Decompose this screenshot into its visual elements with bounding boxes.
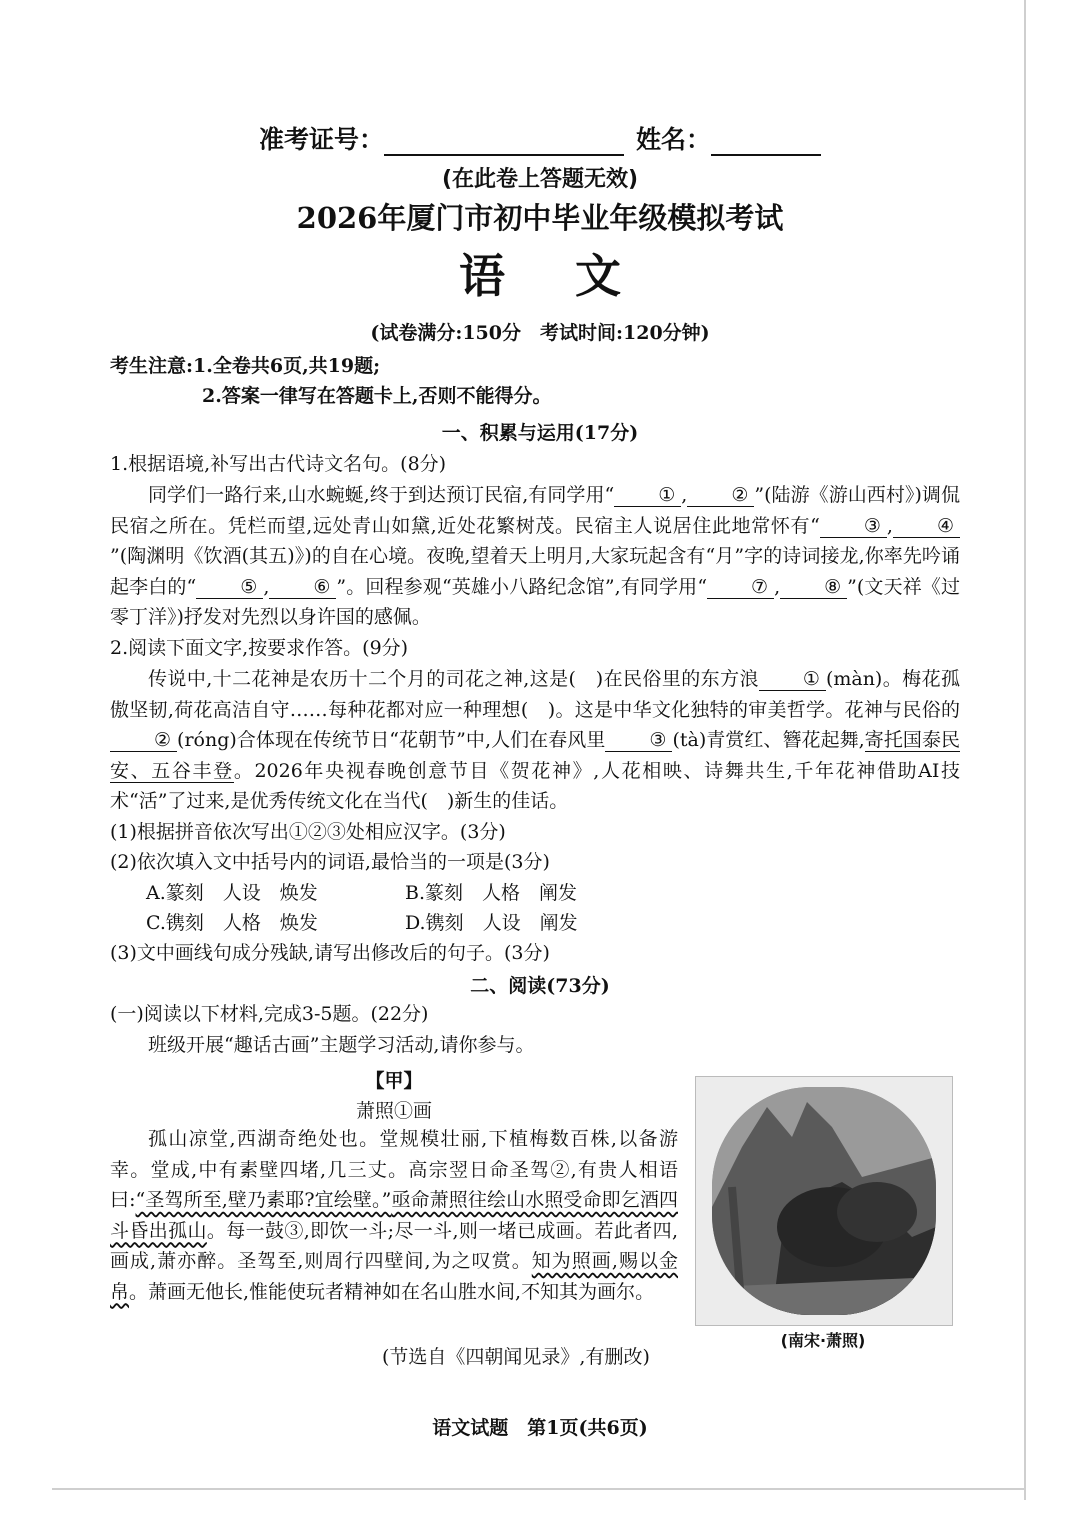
- q1-paragraph: 同学们一路行来,山水蜿蜒,终于到达预订民宿,有同学用“ ① , ② ”(陆游《游山西村》)调侃民宿之所在。凭栏而望,远处青山如黛,近处花繁树茂。民宿主人说居住此地常怀有“ ③ , ④”(陶渊明《饮酒(其五)》)的自在心境。夜晚,望着天上明月,大家玩起含有“月”字的诗词接龙,你率先吟诵起李白的“ ⑤ , ⑥ ”。回程参观“英雄小八路纪念馆”,有同学用“ ⑦ , ⑧ ”(文天祥《过零丁洋》)抒发对先烈以身许国的感佩。: [110, 484, 960, 628]
- exam-id-label: 准考证号：: [258, 125, 384, 154]
- page-border-bottom: [52, 1488, 1026, 1490]
- classical-passage: 孤山凉堂,西湖奇绝处也。堂规模壮丽,下植梅数百株,以备游幸。堂成,中有素壁四堵,几三丈。高宗翌日命圣驾②,有贵人相语曰:“圣驾所至,壁乃素耶?宜绘壁。”亟命萧照往绘山水照受命即乞酒四斗昏出孤山。每一鼓③,即饮一斗;尽一斗,则一堵已成画。若此者四,画成,萧亦醉。圣驾至,则周行四壁间,为之叹赏。知为照画,赐以金帛。萧画无他长,惟能使玩者精神如在名山胜水间,不知其为画尔。: [110, 1128, 678, 1303]
- notice-line-1: 考生注意:1.全卷共6页,共19题;: [110, 355, 381, 377]
- q2-blank-1[interactable]: ①: [759, 668, 826, 691]
- painting-image: [695, 1076, 953, 1326]
- q2-blank-2[interactable]: ②: [110, 729, 177, 752]
- q1-blank-7[interactable]: ⑦: [707, 576, 774, 599]
- q2-paragraph: 传说中,十二花神是农历十二个月的司花之神,这是( )在民俗里的东方浪 ① (màn)。梅花孤傲坚韧,荷花高洁自守……每种花都对应一种理想( )。这是中华文化独特的审美哲学。花神与民俗的② (róng)合体现在传统节日“花朝节”中,人们在春风里 ③ (tà)青赏红、簪花起舞,寄托国泰民安、五谷丰登。2026年央视春晚创意节目《贺花神》,人花相映、诗舞共生,千年花神借助AI技术“活”了过来,是优秀传统文化在当代( )新生的佳话。: [110, 668, 960, 812]
- q1-title: 1.根据语境,补写出古代诗文名句。(8分): [110, 453, 447, 475]
- fan-painting: [712, 1087, 936, 1315]
- exam-title: 2026年厦门市初中毕业年级模拟考试: [296, 201, 784, 235]
- page-footer: 语文试题 第1页(共6页): [432, 1417, 648, 1439]
- activity-intro: 班级开展“趣话古画”主题学习活动,请你参与。: [148, 1034, 535, 1056]
- q1-blank-8[interactable]: ⑧: [780, 576, 847, 599]
- q1-blank-4[interactable]: ④: [893, 515, 960, 538]
- score-info: (试卷满分:150分 考试时间:120分钟): [370, 322, 710, 344]
- passage-source: (节选自《四朝闻见录》,有删改): [382, 1346, 650, 1368]
- exam-id-blank[interactable]: [384, 128, 624, 156]
- section2-heading: 二、阅读(73分): [470, 975, 610, 997]
- subject-title: 语文: [459, 249, 691, 303]
- wavy-line-sentence-1: “圣驾所至,壁乃素耶?宜绘壁。”: [135, 1189, 392, 1211]
- q1-blank-2[interactable]: ②: [687, 484, 754, 507]
- material-jia-label: 【甲】: [365, 1070, 423, 1092]
- section1-heading: 一、积累与运用(17分): [441, 422, 639, 444]
- option-d[interactable]: D.镌刻 人设 阐发: [405, 912, 578, 934]
- painting-caption: (南宋·萧照): [780, 1331, 866, 1350]
- wavy-line-sentence-3: 知为照画,赐以金帛: [110, 1250, 678, 1303]
- q1-blank-5[interactable]: ⑤: [196, 576, 263, 599]
- q1-blank-1[interactable]: ①: [614, 484, 681, 507]
- q1-blank-6[interactable]: ⑥: [269, 576, 336, 599]
- q2-underlined-sentence: 寄托国泰民安、五谷丰登: [110, 729, 960, 782]
- reading-part1-title: (一)阅读以下材料,完成3-5题。(22分): [110, 1003, 429, 1025]
- q2-sub3: (3)文中画线句成分残缺,请写出修改后的句子。(3分): [110, 942, 550, 964]
- invalid-note: (在此卷上答题无效): [441, 167, 639, 192]
- notice-line-2: 2.答案一律写在答题卡上,否则不能得分。: [202, 385, 552, 407]
- q2-title: 2.阅读下面文字,按要求作答。(9分): [110, 637, 409, 659]
- option-b[interactable]: B.篆刻 人格 阐发: [405, 882, 578, 904]
- option-a[interactable]: A.篆刻 人设 焕发: [146, 882, 318, 904]
- name-blank[interactable]: [711, 128, 821, 156]
- q2-sub1: (1)根据拼音依次写出①②③处相应汉字。(3分): [110, 821, 506, 843]
- q1-blank-3[interactable]: ③: [820, 515, 887, 538]
- name-label: 姓名：: [636, 125, 712, 154]
- wavy-line-sentence-2: 亟命萧照往绘山水照受命即乞酒四斗昏出孤山: [110, 1189, 678, 1242]
- passage-title: 萧照①画: [355, 1100, 432, 1122]
- option-c[interactable]: C.镌刻 人格 焕发: [146, 912, 318, 934]
- candidate-info-line: [0, 120, 1080, 156]
- q2-sub2: (2)依次填入文中括号内的词语,最恰当的一项是(3分): [110, 851, 550, 873]
- q2-blank-3[interactable]: ③: [605, 729, 672, 752]
